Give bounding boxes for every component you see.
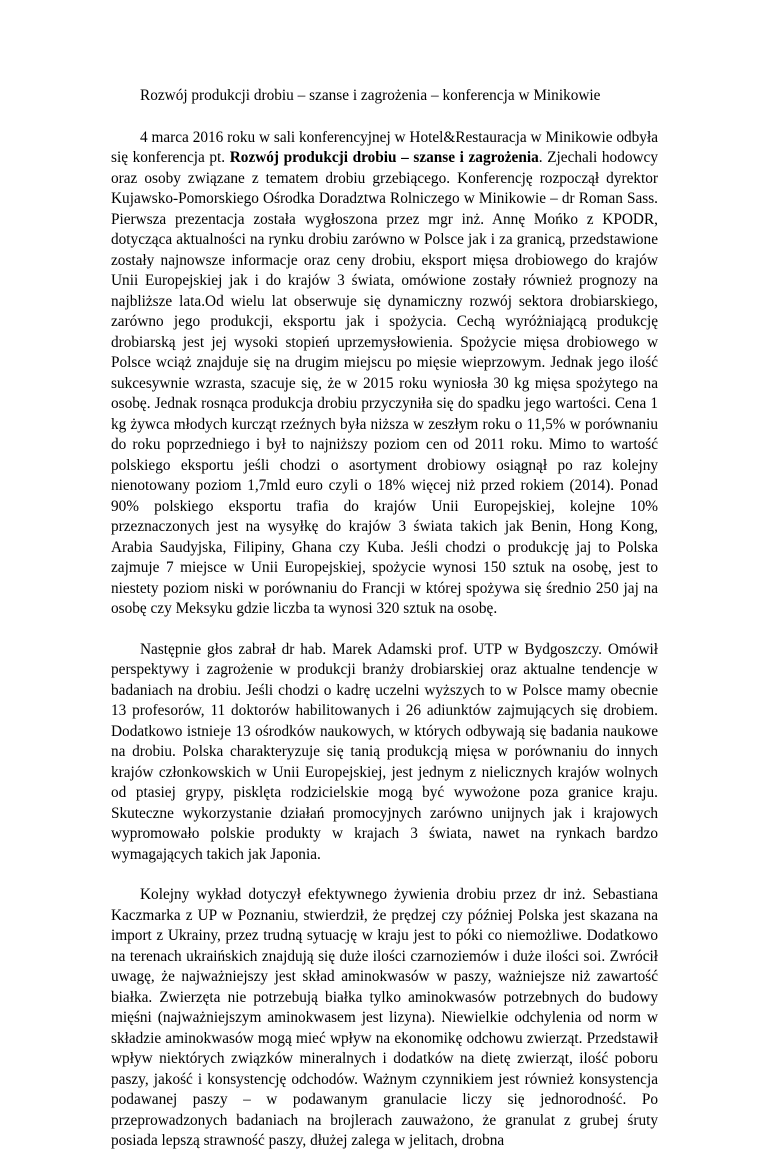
conference-name: Rozwój produkcji drobiu – szanse i zagrożenia bbox=[229, 149, 539, 166]
paragraph-adamski: Następnie głos zabrał dr hab. Marek Adamski prof. UTP w Bydgoszczy. Omówił perspektywy i zagrożenie w produkcji branży drobiarskiej oraz aktualne tendencje w badaniach na drobiu. Jeśli chodzi o kadrę uczelni wyższych to w Polsce mamy obecnie 13 profesorów, 11 doktorów habilitowanych i 26 adiunktów zajmujących się drobiem. Dodatkowo istnieje 13 ośrodków naukowych, w których odbywają się badania naukowe na drobiu. Polska charakteryzuje się tanią produkcją mięsa w porównaniu do innych krajów członkowskich w Unii Europejskiej, jest jednym z nielicznych krajów wolnych od ptasiej grypy, pisklęta rodzicielskie mogą być wywożone poza granice kraju. Skuteczne wykorzystanie działań promocyjnych zarówno unijnych jak i krajowych wypromowało polskie produkty w krajach 3 świata, nawet na rynkach bardzo wymagających takich jak Japonia. bbox=[111, 640, 658, 863]
paragraph-kaczmarek: Kolejny wykład dotyczył efektywnego żywienia drobiu przez dr inż. Sebastiana Kaczmarka z UP w Poznaniu, stwierdził, że prędzej czy później Polska jest skazana na import z Ukrainy, przez trudną sytuację w kraju jest to póki co niemożliwe. Dodatkowo na terenach ukraińskich znajdują się duże ilości czarnoziemów i duże ilości soi. Zwrócił uwagę, że najważniejszy jest skład aminokwasów w paszy, ważniejsze niż zawartość białka. Zwierzęta nie potrzebują białka tylko aminokwasów potrzebnych do budowy mięśni (najważniejszym aminokwasem jest lizyna). Niewielkie odchylenia od norm w składzie aminokwasów mogą mieć wpływ na ekonomikę odchowu zwierząt. Przedstawił wpływ niektórych związków mineralnych i dodatków na dietę zwierząt, ilość poboru paszy, jakość i konsystencję odchodów. Ważnym czynnikiem jest również konsystencja podawanej paszy – w podawanym granulacie liczy się jednorodność. Po przeprowadzonych badaniach na brojlerach zauważono, że granulat z grubej śruty posiada lepszą strawność paszy, dłużej zalega w jelitach, drobna bbox=[111, 886, 658, 1149]
paragraph-conference-intro bbox=[111, 128, 658, 620]
document-page bbox=[111, 72, 658, 1152]
paragraph-1-text-start: 4 marca 2016 roku w sali konferencyjnej w Hotel&Restauracja w Minikowie odbyła się konferencja pt. bbox=[111, 128, 658, 166]
document-title: Rozwój produkcji drobiu – szanse i zagrożenia – konferencja w Minikowie bbox=[140, 87, 601, 104]
paragraph-1-text-rest: . Zjechali hodowcy oraz osoby związane z tematem drobiu grzebiącego. Konferencję rozpoczął dyrektor Kujawsko-Pomorskiego Ośrodka Doradztwa Rolniczego w Minikowie – dr Roman Sass. Pierwsza prezentacja została wygłoszona przez mgr inż. Annę Mońko z KPODR, dotycząca aktualności na rynku drobiu zarówno w Polsce jak i za granicą, przedstawione zostały najnowsze informacje oraz ceny drobiu, eksport mięsa drobiowego do krajów Unii Europejskiej jak i do krajów 3 świata, omówione zostały również prognozy na najbliższe lata.Od wielu lat obserwuje się dynamiczny rozwój sektora drobiarskiego, zarówno jego produkcji, eksportu jak i spożycia. Cechą wyróżniającą produkcję drobiarską jest jej wysoki stopień uprzemysłowienia. Spożycie mięsa drobiowego w Polsce wciąż znajduje się na drugim miejscu po mięsie wieprzowym. Jednak jego ilość sukcesywnie wzrasta, szacuje się, że w 2015 roku wyniosła 30 kg mięsa spożytego na osobę. Jednak rosnąca produkcja drobiu przyczyniła się do spadku jego wartości. Cena 1 kg żywca młodych kurcząt rzeźnych była niższa w zeszłym roku o 11,5% w porównaniu do roku poprzedniego i był to najniższy poziom cen od 2011 roku. Mimo to wartość polskiego eksportu jeśli chodzi o asortyment drobiowy osiągnął po raz kolejny nienotowany poziom 1,7mld euro czyli o 18% więcej niż przed rokiem (2014). Ponad 90% polskiego eksportu trafia do krajów Unii Europejskiej, kolejne 10% przeznaczonych jest na wysyłkę do krajów 3 świata takich jak Benin, Hong Kong, Arabia Saudyjska, Filipiny, Ghana czy Kuba. Jeśli chodzi o produkcję jaj to Polska zajmuje 7 miejsce w Unii Europejskiej, spożycie wynosi 150 sztuk na osobę, jest to niestety poziom niski w porównaniu do Francji w której spożywa się średnio 250 jaj na osobę czy Meksyku gdzie liczba ta wynosi 320 sztuk na osobę. bbox=[111, 149, 658, 617]
